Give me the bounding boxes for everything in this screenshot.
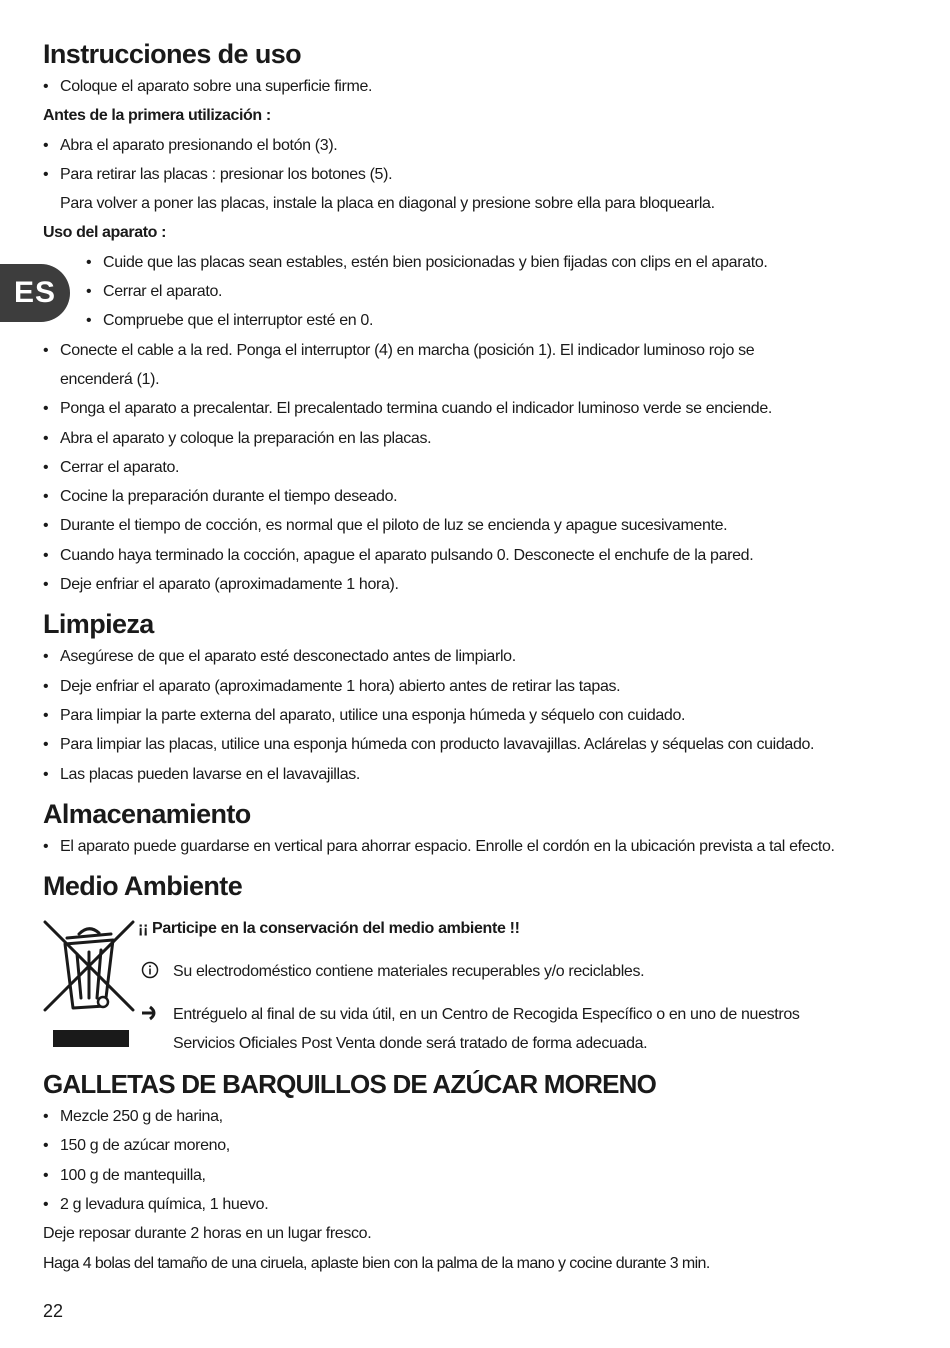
section-title: Medio Ambiente	[43, 871, 243, 902]
list-item: • Durante el tiempo de cocción, es normal que el piloto de luz se encienda y apague sucesivamente.	[43, 511, 923, 540]
list-item-continuation: encenderá (1).	[60, 370, 160, 388]
list-item-continuation: Para volver a poner las placas, instale la placa en diagonal y presione sobre ella para bloquearla.	[60, 195, 715, 213]
recipe-paragraph: Haga 4 bolas del tamaño de una ciruela, aplaste bien con la palma de la mano y cocine durante 3 min.	[43, 1254, 710, 1272]
page-content	[43, 36, 923, 1278]
arrow-text-1: Entréguelo al final de su vida útil, en un Centro de Recogida Específico o en uno de nuestros	[173, 1006, 800, 1024]
subheading-antes: Antes de la primera utilización :	[43, 107, 271, 125]
list-item: • Compruebe que el interruptor esté en 0.	[43, 306, 923, 335]
list-item: • Asegúrese de que el aparato esté desconectado antes de limpiarlo.	[43, 642, 923, 671]
list-item: • Coloque el aparato sobre una superficie firme.	[43, 72, 923, 101]
subheading-uso: Uso del aparato :	[43, 224, 167, 242]
list-item: • Mezcle 250 g de harina,	[43, 1102, 923, 1131]
list-item: • Abra el aparato presionando el botón (3).	[43, 131, 923, 160]
section-almacenamiento	[43, 796, 923, 861]
list-item: • Abra el aparato y coloque la preparación en las placas.	[43, 424, 923, 453]
list-item: • El aparato puede guardarse en vertical para ahorrar espacio. Enrolle el cordón en la ubicación prevista a tal efecto.	[43, 832, 923, 861]
list-item: • Conecte el cable a la red. Ponga el interruptor (4) en marcha (posición 1). El indicador luminoso rojo se	[43, 336, 923, 365]
section-title: Instrucciones de uso	[43, 39, 302, 69]
list-item: • Para limpiar la parte externa del aparato, utilice una esponja húmeda y séquelo con cuidado.	[43, 701, 923, 730]
list-item: • Cuando haya terminado la cocción, apague el aparato pulsando 0. Desconecte el enchufe de la pared.	[43, 541, 923, 570]
list-item: • Ponga el aparato a precalentar. El precalentado termina cuando el indicador luminoso verde se enciende.	[43, 394, 923, 423]
list-item: • 150 g de azúcar moreno,	[43, 1131, 923, 1160]
recipe-paragraph: Deje reposar durante 2 horas en un lugar fresco.	[43, 1225, 372, 1243]
environment-notice	[43, 914, 923, 1062]
recipe-title: GALLETAS DE BARQUILLOS DE AZÚCAR MORENO	[43, 1069, 657, 1100]
list-item: • Deje enfriar el aparato (aproximadamente 1 hora) abierto antes de retirar las tapas.	[43, 672, 923, 701]
section-instrucciones	[43, 36, 923, 599]
language-tab: ES	[0, 264, 70, 322]
list-item: • Para retirar las placas : presionar los botones (5).	[43, 160, 923, 189]
list-item: • Para limpiar las placas, utilice una esponja húmeda con producto lavavajillas. Aclárelas y séquelas con cuidado.	[43, 730, 923, 759]
list-item: • Deje enfriar el aparato (aproximadamente 1 hora).	[43, 570, 923, 599]
crossed-out-bin-icon	[43, 920, 135, 1050]
list-item: • Cocine la preparación durante el tiempo deseado.	[43, 482, 923, 511]
info-line	[138, 957, 800, 986]
section-title: Almacenamiento	[43, 798, 251, 829]
section-medio-ambiente	[43, 868, 923, 1062]
arrow-line	[138, 1000, 800, 1029]
list-item: • Las placas pueden lavarse en el lavavajillas.	[43, 760, 923, 789]
list-item: • 100 g de mantequilla,	[43, 1161, 923, 1190]
list-item: • Cuide que las placas sean estables, estén bien posicionadas y bien fijadas con clips en el aparato.	[43, 248, 923, 277]
arrow-right-icon	[138, 1000, 162, 1029]
info-text: Su electrodoméstico contiene materiales recuperables y/o reciclables.	[173, 963, 645, 981]
list-item: • Cerrar el aparato.	[43, 453, 923, 482]
section-receta	[43, 1066, 923, 1278]
list-item: • Cerrar el aparato.	[43, 277, 923, 306]
info-circle-icon	[138, 957, 162, 986]
section-limpieza	[43, 606, 923, 788]
environment-heading: ¡¡ Participe en la conservación del medio ambiente !!	[138, 920, 520, 938]
environment-text	[138, 914, 800, 1058]
list-item: • 2 g levadura química, 1 huevo.	[43, 1190, 923, 1219]
arrow-text-2: Servicios Oficiales Post Venta donde será tratado de forma adecuada.	[173, 1035, 648, 1053]
page-number: 22	[43, 1301, 64, 1321]
section-title: Limpieza	[43, 609, 154, 640]
